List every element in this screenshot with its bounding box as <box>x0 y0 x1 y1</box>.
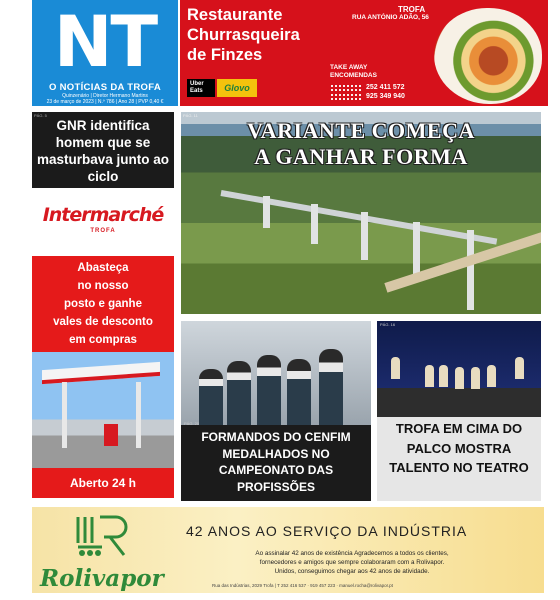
gnr-story[interactable] <box>32 112 174 188</box>
masthead-meta-line-2: 23 de março de 2023 | N.º 786 | Ano 28 | PVP 0,40 € <box>46 99 164 105</box>
rolivapor-tagline: 42 ANOS AO SERVIÇO DA INDÚSTRIA <box>186 523 468 539</box>
orders-label: ENCOMENDAS <box>330 72 377 79</box>
actor-figure <box>471 367 480 389</box>
student-figure <box>227 361 251 425</box>
variante-story[interactable] <box>181 112 541 314</box>
actor-figure <box>425 365 434 387</box>
cenfim-headline: FORMANDOS DO CENFIM MEDALHADOS NO CAMPEONATO DAS PROFISSÕES <box>181 425 371 501</box>
cenfim-page-ref: PÁG. 20 <box>184 421 200 426</box>
actor-figure <box>487 365 496 387</box>
gnr-page-ref: PÁG. 5 <box>34 113 47 118</box>
intermarche-city: TROFA <box>90 228 116 234</box>
theatre-stage-photo <box>377 321 541 417</box>
intermarche-promo-line: no nosso <box>77 280 129 292</box>
viaduct-pier <box>361 212 368 260</box>
gnr-headline: GNR identifica homem que se masturbava junto ao ciclo <box>36 118 170 184</box>
restaurant-phone-1: 252 411 572 <box>366 84 405 91</box>
actor-figure <box>391 357 400 379</box>
actor-figure <box>515 357 524 379</box>
intermarche-promo-line: vales de desconto <box>53 316 153 328</box>
variante-headline-line-2: A GANHAR FORMA <box>254 144 468 169</box>
viaduct-pier <box>311 204 318 244</box>
viaduct-pier <box>263 196 270 228</box>
variante-page-ref: PÁG. 11 <box>183 113 198 118</box>
masthead-logo: NT <box>53 1 157 83</box>
uber-eats-label-2: Eats <box>190 88 203 94</box>
teatro-headline: TROFA EM CIMA DO PALCO MOSTRA TALENTO NO TEATRO <box>389 421 529 475</box>
student-figure <box>199 369 223 425</box>
newspaper-masthead[interactable] <box>32 0 178 106</box>
restaurant-ad-title-line-1: Restaurante <box>187 6 283 24</box>
masthead-meta <box>34 93 176 105</box>
rolivapor-logo-icon <box>72 513 136 561</box>
rolivapor-contact: Rua das Indústrias, 2029 Trofa | T 252 416 537 · 919 457 223 · manuel.rocha@rolivapor.pt <box>212 583 393 588</box>
intermarche-open-hours: Aberto 24 h <box>69 476 136 490</box>
restaurant-ad-title-line-2: Churrasqueira <box>187 26 300 44</box>
cenfim-photo <box>181 321 371 425</box>
teatro-story[interactable] <box>377 321 541 501</box>
restaurant-ad-title <box>187 5 300 65</box>
rolivapor-ad[interactable] <box>32 507 544 593</box>
rolivapor-body-line-1: Ao assinalar 42 anos de existência Agradecemos a todos os clientes, <box>255 550 449 557</box>
uber-eats-label-1: Uber <box>190 81 204 87</box>
student-figure <box>319 349 343 425</box>
student-figure <box>287 359 311 425</box>
octopus-dish-image <box>434 8 542 104</box>
student-figure <box>257 355 281 425</box>
takeaway-label: TAKE AWAY <box>330 64 368 71</box>
rolivapor-body <box>182 549 522 576</box>
rolivapor-body-line-2: fornecedores e amigos que sempre colaboraram com a Rolivapor. <box>259 559 445 566</box>
intermarche-promo-line: posto e ganhe <box>64 298 142 310</box>
actor-figure <box>455 367 464 389</box>
restaurant-ad-title-line-3: de Finzes <box>187 46 263 64</box>
intermarche-logo-box <box>32 192 174 256</box>
newspaper-name: O NOTÍCIAS DA TROFA <box>49 82 161 93</box>
intermarche-promo-line: em compras <box>69 334 137 346</box>
masthead-meta-line-1: Quinzenário | Diretor Hermano Martins <box>62 93 148 99</box>
viaduct-pier <box>467 230 474 310</box>
teatro-page-ref: PÁG. 16 <box>380 322 396 327</box>
gas-station-pole <box>136 382 141 448</box>
uber-eats-badge <box>187 79 215 97</box>
viaduct-deck <box>220 190 497 245</box>
intermarche-logo: Intermarché <box>42 204 164 226</box>
restaurant-ad-takeaway <box>330 64 377 80</box>
actor-figure <box>439 365 448 387</box>
phone-dots-icon <box>330 93 362 101</box>
fuel-pump-icon <box>104 424 118 446</box>
intermarche-ad[interactable] <box>32 192 174 498</box>
variante-headline-line-1: VARIANTE COMEÇA <box>247 118 475 143</box>
restaurant-ad[interactable] <box>180 0 548 106</box>
rolivapor-brand: Rolivapor <box>40 565 164 592</box>
intermarche-promo-line: Abasteça <box>77 262 129 274</box>
restaurant-phone-2: 925 349 940 <box>366 93 405 100</box>
gas-station-pole <box>62 382 67 448</box>
phone-dots-icon <box>330 84 362 92</box>
cenfim-story[interactable] <box>181 321 371 501</box>
rolivapor-body-line-3: Unidos, conseguimos chegar aos 42 anos de atividade. <box>274 568 430 575</box>
glovo-badge: Glovo <box>217 79 257 97</box>
restaurant-ad-city: TROFA <box>398 5 426 14</box>
restaurant-ad-address: RUA ANTÓNIO ADÃO, 56 <box>352 14 429 21</box>
